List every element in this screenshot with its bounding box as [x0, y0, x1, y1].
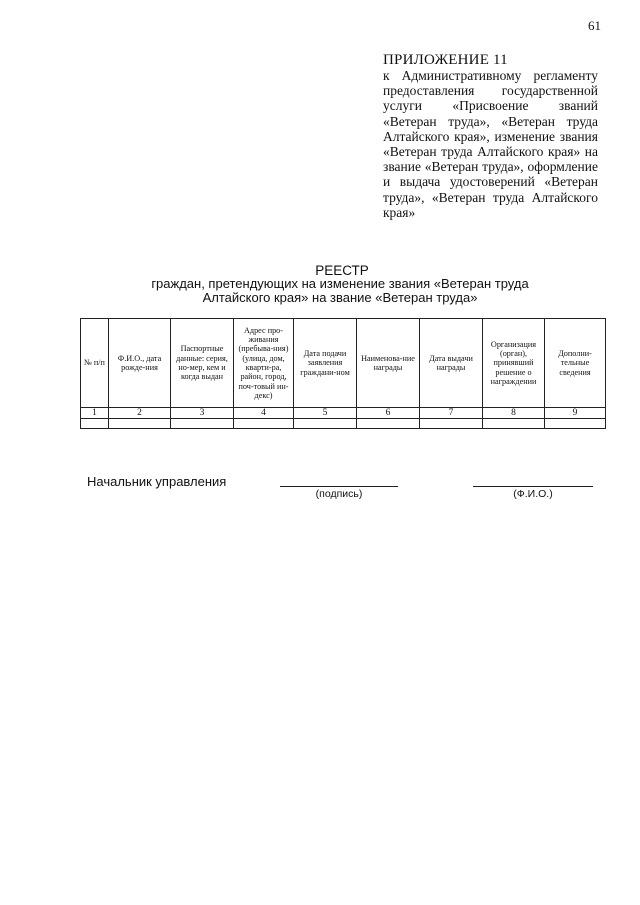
signature-caption: (подпись)	[315, 488, 363, 500]
table-cell	[483, 419, 545, 429]
column-number: 7	[420, 408, 483, 419]
column-number: 8	[483, 408, 545, 419]
appendix-block	[383, 52, 598, 220]
column-number: 5	[294, 408, 357, 419]
column-number: 4	[234, 408, 294, 419]
registry-subtitle: граждан, претендующих на изменение звания «Ветеран труда Алтайского края» на звание «Ветеран труда»	[151, 276, 529, 305]
table-cell	[294, 419, 357, 429]
signature-line	[280, 486, 398, 487]
column-number: 9	[545, 408, 606, 419]
header-cell-award-date: Дата выдачи награды	[420, 319, 483, 408]
header-cell-award-name: Наименова-ние награды	[357, 319, 420, 408]
table-header-row	[81, 319, 606, 408]
column-number: 1	[81, 408, 109, 419]
table-cell	[234, 419, 294, 429]
table-cell	[357, 419, 420, 429]
column-number: 2	[109, 408, 171, 419]
appendix-text: к Административному регламенту предоставления государственной услуги «Присвоение званий «Ветеран труда», «Ветеран труда Алтайского края», изменение звания «Ветеран труда Алтайского края» на звание «Ветеран труда», оформление и выдача удостоверений «Ветеран труда», «Ветеран труда Алтайского края»	[383, 68, 598, 220]
header-cell-address: Адрес про-живания (пребыва-ния) (улица, дом, кварти-ра, район, город, поч-товый ин-декс)	[234, 319, 294, 408]
header-cell-organization: Организация (орган), принявший решение о награждении	[483, 319, 545, 408]
registry-title: РЕЕСТР	[315, 263, 369, 278]
table-cell	[81, 419, 109, 429]
table-cell	[545, 419, 606, 429]
table-cell	[420, 419, 483, 429]
name-caption: (Ф.И.О.)	[513, 488, 553, 500]
table-cell	[109, 419, 171, 429]
column-number: 3	[171, 408, 234, 419]
column-number: 6	[357, 408, 420, 419]
signature-position-label: Начальник управления	[87, 474, 227, 489]
header-cell-name: Ф.И.О., дата рожде-ния	[109, 319, 171, 408]
table-row	[81, 419, 606, 429]
header-cell-additional: Дополни-тельные сведения	[545, 319, 606, 408]
appendix-title: ПРИЛОЖЕНИЕ 11	[383, 52, 508, 68]
name-line	[473, 486, 593, 487]
page-number: 61	[588, 18, 601, 33]
header-cell-application-date: Дата подачи заявления граждани-ном	[294, 319, 357, 408]
column-number-row	[81, 408, 606, 419]
registry-table	[80, 318, 606, 429]
table-cell	[171, 419, 234, 429]
header-cell-number: № п/п	[81, 319, 109, 408]
header-cell-passport: Паспортные данные: серия, но-мер, кем и когда выдан	[171, 319, 234, 408]
